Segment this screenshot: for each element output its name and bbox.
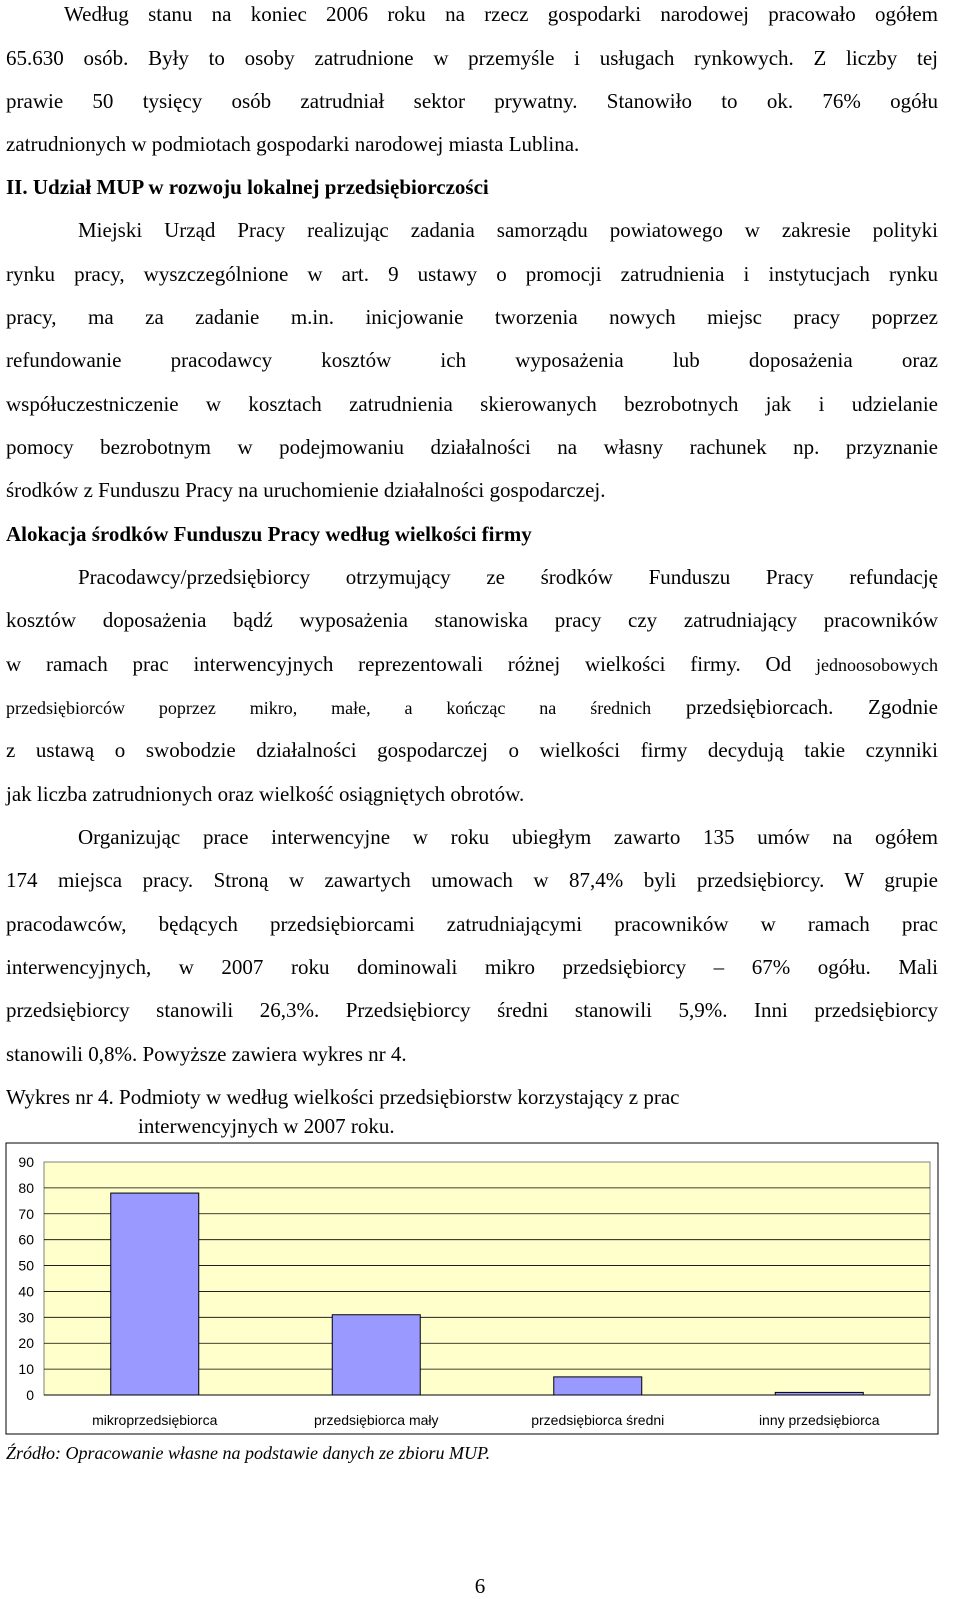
chart-caption-line-1: Wykres nr 4. Podmioty w według wielkości przedsiębiorstw korzystający z prac xyxy=(6,1085,680,1109)
y-tick-label: 90 xyxy=(18,1154,34,1170)
y-tick-label: 60 xyxy=(18,1231,34,1248)
section-heading-2: Alokacja środków Funduszu Pracy według wielkości firmy xyxy=(6,522,532,546)
bar xyxy=(775,1392,863,1395)
paragraph-4-line-5: przedsiębiorcy stanowili 26,3%. Przedsiębiorcy średni stanowili 5,9%. Inni przedsiębiorcy xyxy=(6,998,938,1022)
paragraph-2-line-7: środków z Funduszu Pracy na uruchomienie działalności gospodarczej. xyxy=(6,478,606,502)
chart-caption-line-2: interwencyjnych w 2007 roku. xyxy=(138,1114,395,1138)
paragraph-3-line-1: Pracodawcy/przedsiębiorcy otrzymujący ze środków Funduszu Pracy refundację xyxy=(78,565,938,589)
bar-chart xyxy=(0,1140,960,1440)
paragraph-4-line-3: pracodawców, będących przedsiębiorcami zatrudniającymi pracowników w ramach prac xyxy=(6,912,938,936)
page-number: 6 xyxy=(474,1574,486,1598)
paragraph-1-line-4: zatrudnionych w podmiotach gospodarki narodowej miasta Lublina. xyxy=(6,132,580,156)
paragraph-3-line-2: kosztów doposażenia bądź wyposażenia stanowiska pracy czy zatrudniający pracowników xyxy=(6,608,938,632)
paragraph-3-line-4-text: przedsiębiorcach. Zgodnie xyxy=(651,695,938,719)
y-tick-label: 50 xyxy=(18,1257,34,1274)
paragraph-4-line-4: interwencyjnych, w 2007 roku dominowali mikro przedsiębiorcy – 67% ogółu. Mali xyxy=(6,955,938,979)
paragraph-4-line-2: 174 miejsca pracy. Stroną w zawartych umowach w 87,4% byli przedsiębiorcy. W grupie xyxy=(6,868,938,892)
paragraph-1-line-1: Według stanu na koniec 2006 roku na rzecz gospodarki narodowej pracowało ogółem xyxy=(64,2,938,26)
paragraph-3-line-4-small: przedsiębiorców poprzez mikro, małe, a kończąc na średnich xyxy=(6,698,652,718)
paragraph-3-line-3 xyxy=(6,651,938,678)
y-tick-label: 20 xyxy=(18,1335,34,1352)
paragraph-4-line-1: Organizując prace interwencyjne w roku ubiegłym zawarto 135 umów na ogółem xyxy=(78,825,938,849)
paragraph-3-line-6: jak liczba zatrudnionych oraz wielkość osiągniętych obrotów. xyxy=(6,782,525,806)
paragraph-2-line-3: pracy, ma za zadanie m.in. inicjowanie tworzenia nowych miejsc pracy poprzez xyxy=(6,305,938,329)
paragraph-1-line-2: 65.630 osób. Były to osoby zatrudnione w przemyśle i usługach rynkowych. Z liczby tej xyxy=(6,46,938,70)
y-tick-label: 10 xyxy=(18,1361,34,1378)
paragraph-2-line-1: Miejski Urząd Pracy realizując zadania samorządu powiatowego w zakresie polityki xyxy=(78,218,938,242)
y-tick-label: 40 xyxy=(18,1283,34,1300)
y-tick-label: 30 xyxy=(18,1309,34,1326)
paragraph-4-line-6: stanowili 0,8%. Powyższe zawiera wykres nr 4. xyxy=(6,1042,407,1066)
section-heading-1: II. Udział MUP w rozwoju lokalnej przedsiębiorczości xyxy=(6,175,489,199)
paragraph-1-line-3: prawie 50 tysięcy osób zatrudniał sektor prywatny. Stanowiło to ok. 76% ogółu xyxy=(6,89,938,113)
y-tick-label: 70 xyxy=(18,1205,34,1222)
bar xyxy=(111,1193,199,1395)
x-tick-label: mikroprzedsiębiorca xyxy=(92,1412,218,1428)
y-tick-label: 80 xyxy=(18,1179,34,1196)
paragraph-2-line-4: refundowanie pracodawcy kosztów ich wyposażenia lub doposażenia oraz xyxy=(6,348,938,372)
paragraph-2-line-5: współuczestniczenie w kosztach zatrudnienia skierowanych bezrobotnych jak i udzielanie xyxy=(6,392,938,416)
paragraph-3-line-3-small: jednoosobowych xyxy=(816,655,938,675)
paragraph-3-line-5: z ustawą o swobodzie działalności gospodarczej o wielkości firmy decydują takie czynniki xyxy=(6,738,938,762)
paragraph-2-line-2: rynku pracy, wyszczególnione w art. 9 ustawy o promocji zatrudnienia i instytucjach rynku xyxy=(6,262,938,286)
paragraph-2-line-6: pomocy bezrobotnym w podejmowaniu działalności na własny rachunek np. przyznanie xyxy=(6,435,938,459)
x-tick-label: przedsiębiorca średni xyxy=(531,1412,665,1428)
y-tick-label: 0 xyxy=(26,1387,34,1403)
source-note: Źródło: Opracowanie własne na podstawie danych ze zbioru MUP. xyxy=(6,1443,491,1463)
bar xyxy=(332,1315,420,1395)
x-tick-label: inny przedsiębiorca xyxy=(758,1412,880,1428)
bar xyxy=(554,1377,642,1395)
paragraph-3-line-4 xyxy=(6,694,938,721)
paragraph-3-line-3-text: w ramach prac interwencyjnych reprezentowali różnej wielkości firmy. Od xyxy=(6,652,817,676)
x-tick-label: przedsiębiorca mały xyxy=(314,1412,439,1428)
